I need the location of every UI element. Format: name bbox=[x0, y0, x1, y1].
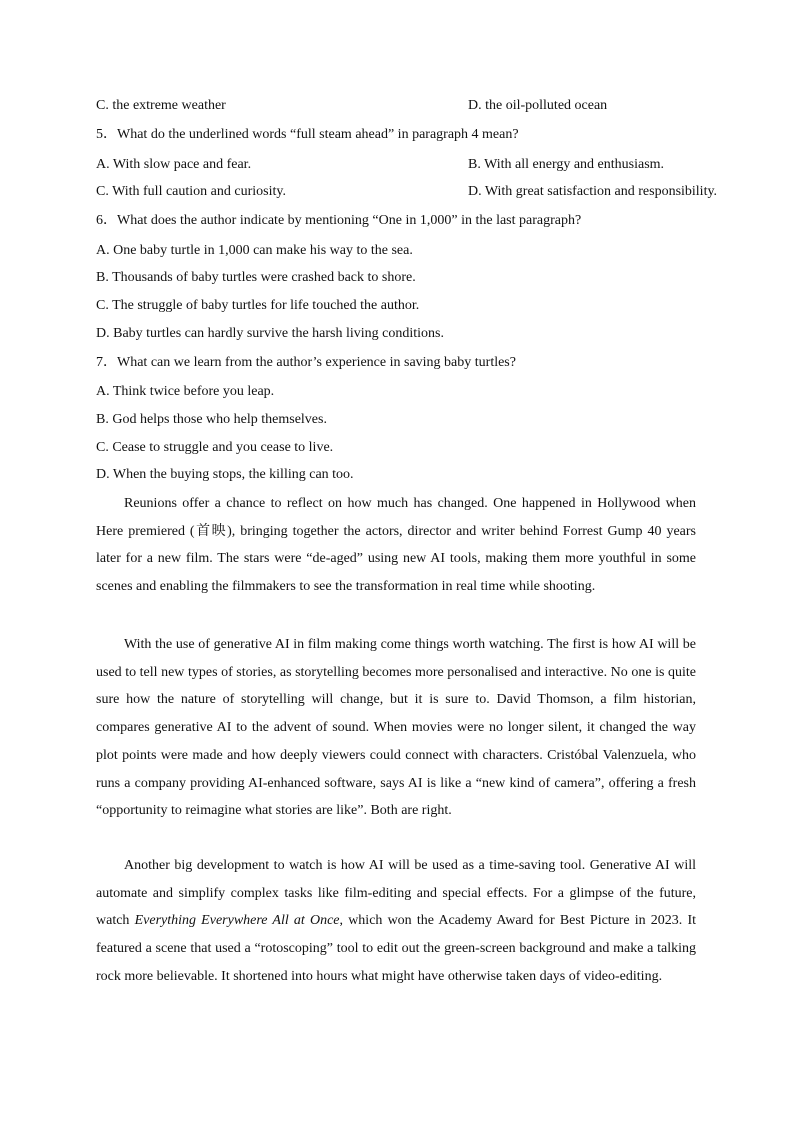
option-c: C. The struggle of baby turtles for life touched the author. bbox=[96, 298, 420, 313]
option-c: C. Cease to struggle and you cease to live. bbox=[96, 440, 334, 455]
passage-paragraph-3 bbox=[96, 852, 696, 991]
passage-paragraph-1 bbox=[96, 490, 696, 601]
option-c: C. With full caution and curiosity. bbox=[96, 184, 286, 199]
question-6: 6．What does the author indicate by mentioning “One in 1,000” in the last paragraph? bbox=[96, 213, 582, 228]
option-d: D. the oil-polluted ocean bbox=[468, 98, 608, 113]
paragraph-text-part: Another big development to watch is how AI will be used as a time-saving tool. Generative AI will automate and simplify complex tasks like film-editing and special effects. For a glimpse of the future, watch bbox=[96, 858, 696, 929]
option-b: B. God helps those who help themselves. bbox=[96, 412, 327, 427]
paragraph-text: With the use of generative AI in film making come things worth watching. The first is how AI will be used to tell new types of stories, as storytelling becomes more personalised and interactive. No one is quite sure how the nature of storytelling will change, but it is sure to. David Thomson, a film historian, compares generative AI to the advent of sound. When movies were no longer silent, it changed the way plot points were made and how deeply viewers could connect with characters. Cristóbal Valenzuela, who runs a company providing AI-enhanced software, says AI is like a “new kind of camera”, offering a fresh “opportunity to reimagine what stories are like”. Both are right. bbox=[96, 637, 696, 819]
option-b: B. Thousands of baby turtles were crashed back to shore. bbox=[96, 270, 416, 285]
option-d: D. With great satisfaction and responsibility. bbox=[468, 184, 718, 199]
option-d: D. Baby turtles can hardly survive the harsh living conditions. bbox=[96, 326, 444, 341]
paragraph-text bbox=[96, 852, 696, 991]
option-d: D. When the buying stops, the killing can too. bbox=[96, 467, 354, 482]
option-a: A. Think twice before you leap. bbox=[96, 384, 275, 399]
option-c: C. the extreme weather bbox=[96, 98, 226, 113]
option-b: B. With all energy and enthusiasm. bbox=[468, 157, 665, 172]
film-title: Everything Everywhere All at Once bbox=[134, 913, 340, 929]
paragraph-text-part: , which won the Academy Award for Best Picture in 2023. It featured a scene that used a “rotoscoping” tool to edit out the green-screen background and make a talking rock more believable. It shortened into hours what might have otherwise taken days of video-editing. bbox=[96, 913, 696, 984]
question-7: 7．What can we learn from the author’s experience in saving baby turtles? bbox=[96, 355, 516, 370]
option-a: A. One baby turtle in 1,000 can make his way to the sea. bbox=[96, 243, 413, 258]
option-row bbox=[96, 155, 665, 175]
passage-paragraph-2 bbox=[96, 631, 696, 825]
option-row bbox=[96, 96, 608, 116]
option-row bbox=[96, 182, 718, 202]
option-a: A. With slow pace and fear. bbox=[96, 157, 252, 172]
question-5: 5．What do the underlined words “full steam ahead” in paragraph 4 mean? bbox=[96, 127, 519, 142]
paragraph-text: Reunions offer a chance to reflect on how much has changed. One happened in Hollywood when Here premiered (首映), bringing together the actors, director and writer behind Forrest Gump 40 years later for a new film. The stars were “de-aged” using new AI tools, making them more youthful in some scenes and enabling the filmmakers to see the transformation in real time while shooting. bbox=[96, 496, 696, 595]
